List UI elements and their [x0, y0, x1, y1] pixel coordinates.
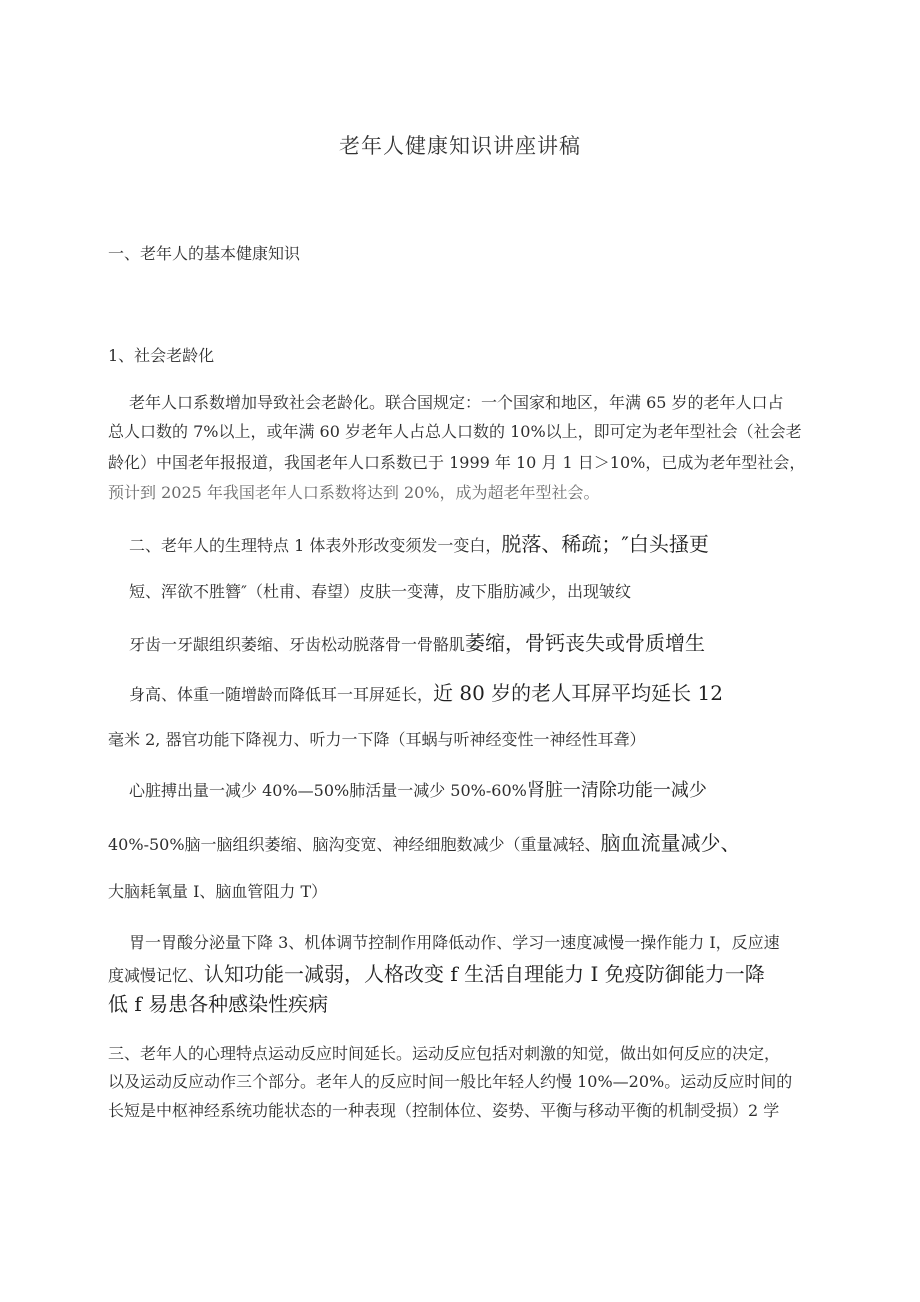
sec2-line3-a: 牙齿一牙龈组织萎缩、牙齿松动脱落骨一骨骼肌 — [129, 635, 466, 654]
subsection-heading-1: 1、社会老龄化 — [108, 346, 215, 365]
sec2-line9: 胃一胃酸分泌量下降 3、机体调节控制作用降低动作、学习一速度减慢一操作能力 I，反应速 — [129, 933, 780, 952]
sec3-line3: 长短是中枢神经系统功能状态的一种表现（控制体位、姿势、平衡与移动平衡的机制受损）2 学 — [108, 1101, 780, 1120]
para1-line4: 预计到 2025 年我国老年人口系数将达到 20%，成为超老年型社会。 — [108, 483, 600, 502]
section-heading-1: 一、老年人的基本健康知识 — [108, 244, 301, 263]
sec2-line2: 短、浑欲不胜簪″（杜甫、春望）皮肤一变薄，皮下脂肪减少，出现皱纹 — [129, 582, 631, 601]
sec2-line11: 低 f 易患各种感染性疾病 — [108, 992, 329, 1016]
sec3-line2: 以及运动反应动作三个部分。老年人的反应时间一般比年轻人约慢 10%—20%。运动反应时间的 — [108, 1072, 793, 1091]
para1-line3: 龄化）中国老年报报道，我国老年人口系数已于 1999 年 10 月 1 日＞10%，已成为老年型社会， — [108, 453, 806, 472]
sec2-line10 — [108, 958, 765, 987]
sec2-line6-b: 肾脏一清除功能一减少 — [526, 780, 707, 801]
sec2-line3 — [129, 627, 705, 656]
sec2-line4-b: 近 80 岁的老人耳屏平均延长 12 — [433, 681, 723, 705]
sec2-line1-a: 二、老年人的生理特点 1 体表外形改变须发一变白， — [129, 536, 502, 555]
sec2-line4 — [129, 677, 723, 706]
sec2-line1-b: 脱落、稀疏；″白头搔更 — [501, 532, 709, 556]
document-title: 老年人健康知识讲座讲稿 — [339, 134, 581, 158]
sec2-line7 — [108, 827, 741, 856]
sec2-line10-b: 认知功能一减弱，人格改变 f 生活自理能力 I 免疫防御能力一降 — [204, 962, 765, 986]
sec2-line3-b: 萎缩，骨钙丧失或骨质增生 — [465, 631, 706, 655]
sec2-line7-b: 脑血流量减少、 — [600, 831, 741, 855]
sec2-line5: 毫米 2, 器官功能下降视力、听力一下降（耳蜗与听神经变性一神经性耳聋） — [108, 730, 646, 749]
sec2-line10-a: 度减慢记忆、 — [108, 966, 205, 985]
sec2-line6-a: 心脏搏出量一减少 40%—50%肺活量一减少 50%-60% — [129, 781, 527, 800]
para1-line2: 总人口数的 7%以上，或年满 60 岁老年人占总人口数的 10%以上，即可定为老年型社会（社会老 — [108, 422, 802, 441]
sec2-line1 — [129, 528, 709, 557]
sec3-line1: 三、老年人的心理特点运动反应时间延长。运动反应包括对刺激的知觉，做出如何反应的决定， — [108, 1044, 781, 1063]
sec2-line4-a: 身高、体重一随增龄而降低耳一耳屏延长， — [129, 685, 434, 704]
sec2-line7-a: 40%-50%脑一脑组织萎缩、脑沟变宽、神经细胞数减少（重量减轻、 — [108, 835, 601, 854]
sec2-line6 — [129, 776, 707, 802]
sec2-line8: 大脑耗氧量 I、脑血管阻力 T） — [108, 882, 328, 901]
para1-line1: 老年人口系数增加导致社会老龄化。联合国规定：一个国家和地区，年满 65 岁的老年人口占 — [129, 393, 784, 412]
